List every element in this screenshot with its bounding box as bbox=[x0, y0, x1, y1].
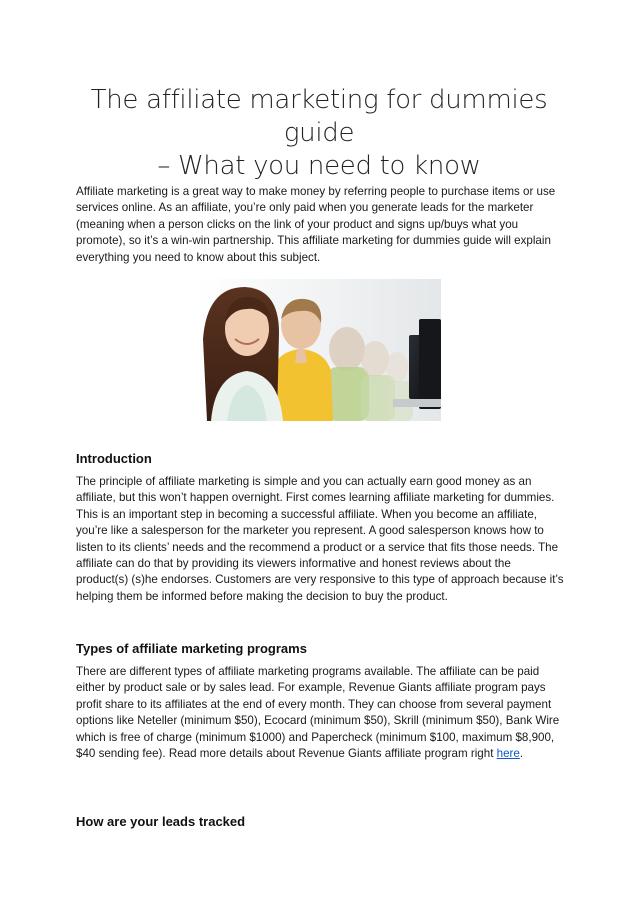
here-link[interactable]: here bbox=[496, 747, 520, 761]
section-heading-introduction: Introduction bbox=[76, 451, 152, 466]
title-line-2: – What you need to know bbox=[157, 151, 481, 181]
section-heading-types: Types of affiliate marketing programs bbox=[76, 641, 307, 656]
intro-paragraph: Affiliate marketing is a great way to make money by referring people to purchase items or use services online. As an affiliate, you’re only paid when you generate leads for the marketer (meaning when a person clicks on the link of your product and signs up/buys what you promote), so it’s a win-win partnership. This affiliate marketing for dummies guide will explain everything you need to know about this subject. bbox=[76, 185, 556, 264]
section-body-types bbox=[76, 664, 564, 762]
section-body-types-text: There are different types of affiliate marketing programs available. The affiliate can be paid either by product sale or by sales lead. For example, Revenue Giants affiliate program pays profit share to its affiliates at the end of every month. They can choose from several payment options like Neteller (minimum $50), Ecocard (minimum $50), Skrill (minimum $50), Bank Wire which is free of charge (minimum $1000) and Papercheck (minimum $100, maximum $8,900, $40 sending fee). Read more details about Revenue Giants affiliate program right bbox=[76, 665, 560, 761]
section-body-introduction: The principle of affiliate marketing is simple and you can actually earn good money as an affiliate, but this won’t happen overnight. First comes learning affiliate marketing for dummies. This is an important step in becoming a successful affiliate. When you become an affiliate, you’re like a salesperson for the marketer you represent. A good salesperson knows how to listen to its clients’ needs and the recommend a product or a service that fits those needs. The affiliate can do that by providing its viewers informative and honest reviews about the product(s) (s)he endorses. Customers are very responsive to this type of approach because it’s helping them be informed before making the decision to buy the product. bbox=[76, 475, 564, 603]
title-line-1: The affiliate marketing for dummies guide bbox=[90, 85, 548, 148]
document-title bbox=[60, 84, 578, 183]
section-body-types-end: . bbox=[519, 747, 524, 761]
students-at-computers-photo bbox=[197, 279, 441, 421]
section-heading-leads-tracked: How are your leads tracked bbox=[76, 814, 246, 829]
